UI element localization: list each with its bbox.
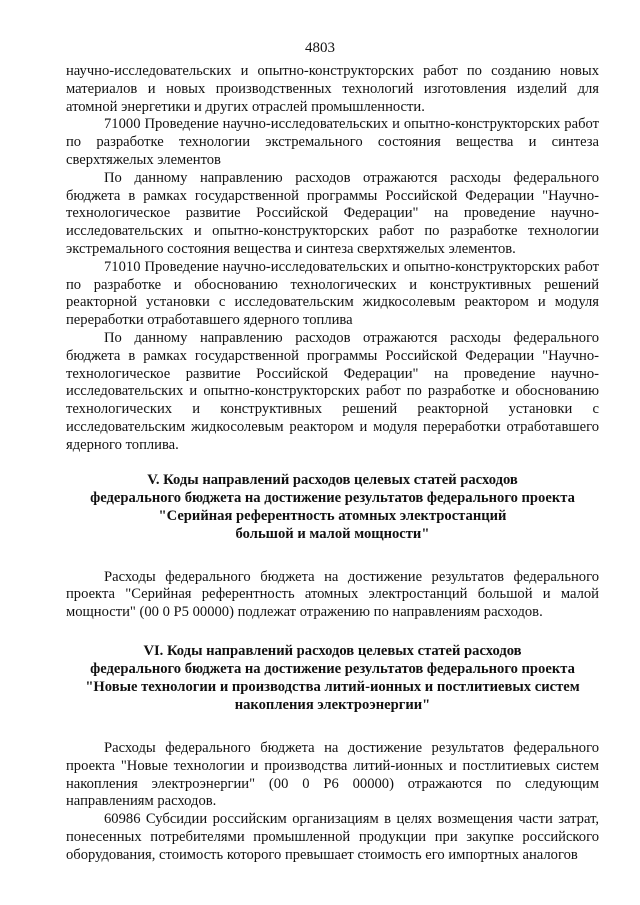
section-v-heading-line: "Серийная референтность атомных электростанций	[158, 507, 507, 524]
section-vi-heading-line: накопления электроэнергии"	[234, 696, 431, 713]
paragraph-continuation: научно-исследовательских и опытно-конструкторских работ по созданию новых материалов и новых производственных технологий изготовления изделий для атомной энергетики и других отраслей промышленности.	[66, 63, 599, 115]
document-body	[66, 63, 599, 865]
page-number: 4803	[305, 40, 335, 56]
section-v-heading-line: V. Коды направлений расходов целевых статей расходов	[147, 471, 518, 488]
section-vi-heading	[66, 642, 599, 714]
section-v-heading-line: большой и малой мощности"	[235, 525, 430, 542]
paragraph-60986: 60986 Субсидии российским организациям в целях возмещения части затрат, понесенных потребителями промышленной продукции при закупке российского оборудования, стоимость которого превышает стоимость его импортных аналогов	[66, 811, 599, 863]
section-v-heading-line: федерального бюджета на достижение результатов федерального проекта	[90, 489, 575, 506]
paragraph-71000: 71000 Проведение научно-исследовательских и опытно-конструкторских работ по разработке технологии экстремального состояния вещества и синтеза сверхтяжелых элементов	[66, 116, 599, 168]
paragraph-71000-description: По данному направлению расходов отражаются расходы федерального бюджета в рамках государственной программы Российской Федерации "Научно-технологическое развитие Российской Федерации" на проведение научно-исследовательских и опытно-конструкторских работ по разработке технологии экстремального состояния вещества и синтеза сверхтяжелых элементов.	[66, 169, 599, 257]
paragraph-71010: 71010 Проведение научно-исследовательских и опытно-конструкторских работ по разработке и обоснованию технологических и конструктивных решений реакторной установки с исследовательским жидкосолевым реактором и модуля переработки отработавшего ядерного топлива	[66, 258, 599, 329]
section-v-heading	[66, 471, 599, 543]
paragraph-section-v: Расходы федерального бюджета на достижение результатов федерального проекта "Серийная референтность атомных электростанций большой и малой мощности" (00 0 Р5 00000) подлежат отражению по направлениям расходов.	[66, 568, 599, 621]
section-vi-heading-line: "Новые технологии и производства литий-ионных и постлитиевых систем	[85, 678, 580, 695]
section-vi-heading-line: федерального бюджета на достижение результатов федерального проекта	[90, 660, 575, 677]
paragraph-section-vi: Расходы федерального бюджета на достижение результатов федерального проекта "Новые технологии и производства литий-ионных и постлитиевых систем накопления электроэнергии" (00 0 Р6 00000) отражаются по следующим направлениям расходов.	[66, 739, 599, 810]
section-vi-heading-line: VI. Коды направлений расходов целевых статей расходов	[143, 642, 522, 659]
paragraph-71010-description: По данному направлению расходов отражаются расходы федерального бюджета в рамках государственной программы Российской Федерации "Научно-технологическое развитие Российской Федерации" на проведение научно-исследовательских и опытно-конструкторских работ по разработке и обоснованию технологических и конструктивных решений реакторной установки с исследовательским жидкосолевым реактором и модуля переработки отработавшего ядерного топлива.	[66, 329, 599, 453]
